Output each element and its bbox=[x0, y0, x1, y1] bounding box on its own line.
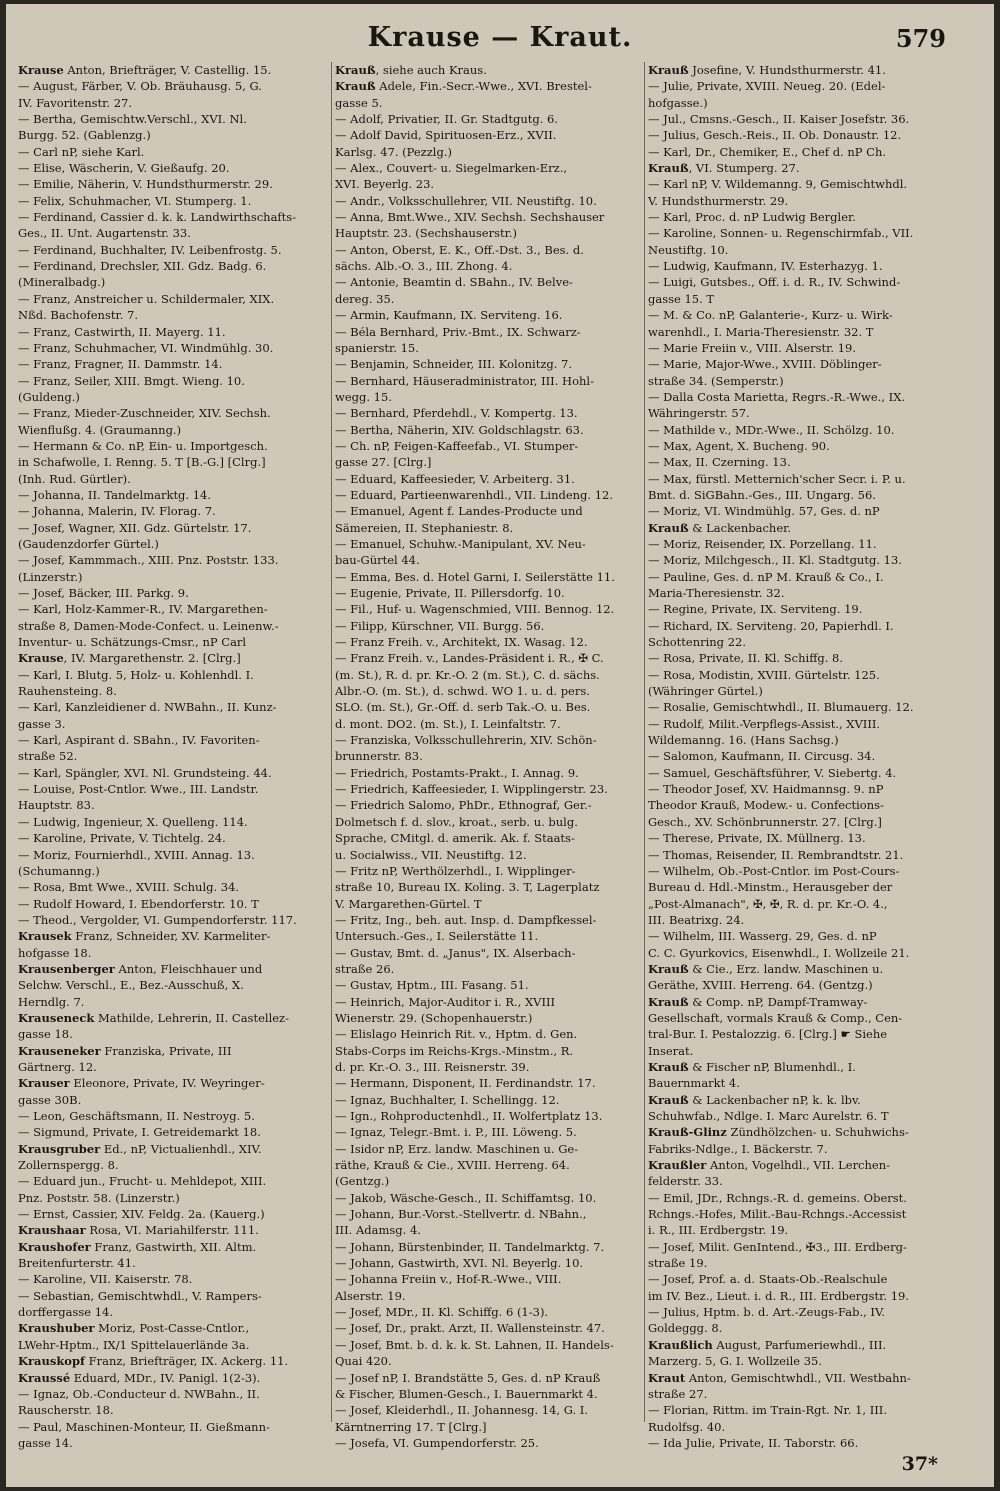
directory-line: Breitenfurterstr. 41. bbox=[18, 1256, 136, 1271]
directory-line: Quai 420. bbox=[335, 1354, 392, 1369]
directory-line: gasse 5. bbox=[335, 95, 383, 110]
directory-line: — Franz, Mieder-Zuschneider, XIV. Sechsh. bbox=[18, 406, 271, 421]
directory-line: Krausek Franz, Schneider, XV. Karmeliter- bbox=[18, 929, 271, 944]
directory-line: — Sigmund, Private, I. Getreidemarkt 18. bbox=[18, 1125, 261, 1140]
directory-line: Karlsg. 47. (Pezzlg.) bbox=[335, 144, 452, 159]
directory-line: — Benjamin, Schneider, III. Kolonitzg. 7. bbox=[335, 357, 573, 372]
directory-line: — Karl, Holz-Kammer-R., IV. Margarethen- bbox=[18, 602, 268, 617]
directory-line: Maria-Theresienstr. 32. bbox=[648, 586, 785, 600]
directory-line: — Eduard jun., Frucht- u. Mehldepot, XIII. bbox=[18, 1174, 267, 1189]
directory-line: — August, Färber, V. Ob. Bräuhausg. 5, G. bbox=[18, 79, 262, 94]
directory-line: felderstr. 33. bbox=[648, 1174, 723, 1189]
page-header bbox=[6, 22, 994, 62]
directory-line: Gesellschaft, vormals Krauß & Comp., Cen- bbox=[648, 1010, 903, 1025]
directory-line: — Fritz, Ing., beh. aut. Insp. d. Dampfkessel- bbox=[335, 912, 597, 927]
directory-line: sächs. Alb.-O. 3., III. Zhong. 4. bbox=[335, 259, 513, 274]
directory-line: straße 52. bbox=[18, 749, 78, 764]
directory-line: — Emanuel, Agent f. Landes-Producte und bbox=[335, 504, 583, 519]
directory-line: — Karoline, Sonnen- u. Regenschirmfab., VII. bbox=[648, 226, 914, 241]
directory-line: (Gentzg.) bbox=[335, 1174, 390, 1189]
directory-line: Wienflußg. 4. (Graumanng.) bbox=[18, 422, 182, 437]
directory-line: — Karl, Aspirant d. SBahn., IV. Favoriten- bbox=[18, 733, 260, 748]
directory-columns bbox=[18, 62, 958, 1450]
directory-line: im IV. Bez., Lieut. i. d. R., III. Erdbergstr. 19. bbox=[648, 1288, 909, 1303]
directory-line: — Anton, Oberst, E. K., Off.-Dst. 3., Bes. d. bbox=[335, 242, 584, 257]
directory-line: (Linzerstr.) bbox=[18, 569, 83, 584]
directory-line: — Franz, Castwirth, II. Mayerg. 11. bbox=[18, 324, 226, 339]
directory-line: Hauptstr. 23. (Sechshauserstr.) bbox=[335, 226, 517, 241]
directory-line: — Ignaz, Telegr.-Bmt. i. P., III. Löweng. 5. bbox=[335, 1125, 577, 1140]
directory-line: — Rudolf, Milit.-Verpflegs-Assist., XVIII. bbox=[648, 716, 881, 731]
directory-line: — Filipp, Kürschner, VII. Burgg. 56. bbox=[335, 618, 545, 633]
directory-line: — Rudolf Howard, I. Ebendorferstr. 10. T bbox=[18, 896, 259, 911]
directory-line: — Josef, Kleiderhdl., II. Johannesg. 14, G. I. bbox=[335, 1403, 588, 1418]
directory-line: — Karl nP, V. Wildemanng. 9, Gemischtwhdl. bbox=[648, 177, 908, 192]
directory-line: Sämereien, II. Stephaniestr. 8. bbox=[335, 520, 514, 535]
directory-line: — Josef, MDr., II. Kl. Schiffg. 6 (1-3). bbox=[335, 1305, 549, 1320]
directory-line: Krauser Eleonore, Private, IV. Weyringer- bbox=[18, 1076, 265, 1091]
column-left bbox=[18, 62, 331, 1450]
directory-line: Krauß Adele, Fin.-Secr.-Wwe., XVI. Brestel- bbox=[335, 79, 592, 94]
directory-line: — Theod., Vergolder, VI. Gumpendorferstr. 117. bbox=[18, 912, 297, 927]
directory-line: — Eduard, Kaffeesieder, V. Arbeiterg. 31. bbox=[335, 471, 575, 486]
directory-line: — Rosa, Modistin, XVIII. Gürtelstr. 125. bbox=[648, 667, 880, 682]
directory-line: — Rosalie, Gemischtwhdl., II. Blumauerg. 12. bbox=[648, 700, 914, 715]
directory-line: Kraußlich August, Parfumeriewhdl., III. bbox=[648, 1337, 887, 1352]
directory-line: — Felix, Schuhmacher, VI. Stumperg. 1. bbox=[18, 193, 252, 208]
directory-line: straße 8, Damen-Mode-Confect. u. Leinenw.- bbox=[18, 618, 279, 633]
directory-line: gasse 3. bbox=[18, 716, 66, 731]
directory-line: — Josef, Dr., prakt. Arzt, II. Wallensteinstr. 47. bbox=[335, 1321, 605, 1336]
directory-line: C. C. Gyurkovics, Eisenwhdl., I. Wollzeile 21. bbox=[648, 945, 910, 960]
directory-line: — Louise, Post-Cntlor. Wwe., III. Landstr. bbox=[18, 782, 259, 797]
directory-line: V. Hundsthurmerstr. 29. bbox=[648, 193, 789, 208]
directory-line: — Armin, Kaufmann, IX. Serviteng. 16. bbox=[335, 308, 563, 323]
directory-line: — Moriz, Fournierhdl., XVIII. Annag. 13. bbox=[18, 847, 255, 862]
directory-line: — Emanuel, Schuhw.-Manipulant, XV. Neu- bbox=[335, 536, 586, 551]
directory-line: Währingerstr. 57. bbox=[648, 406, 750, 421]
directory-line: — Theodor Josef, XV. Haidmannsg. 9. nP bbox=[648, 782, 884, 797]
directory-line: Herndlg. 7. bbox=[18, 994, 85, 1009]
directory-line: — Marie Freiin v., VIII. Alserstr. 19. bbox=[648, 340, 857, 355]
directory-line: straße 10, Bureau IX. Koling. 3. T, Lagerplatz bbox=[335, 880, 600, 895]
directory-line: — Josef, Bmt. b. d. k. k. St. Lahnen, II. Handels- bbox=[335, 1337, 614, 1352]
directory-line: — Max, II. Czerning. 13. bbox=[648, 455, 791, 470]
directory-line: Marzerg. 5, G. I. Wollzeile 35. bbox=[648, 1354, 823, 1369]
directory-line: Schottenring 22. bbox=[648, 635, 746, 650]
directory-line: — Johann, Bürstenbinder, II. Tandelmarktg. 7. bbox=[335, 1239, 605, 1254]
directory-line: — M. & Co. nP, Galanterie-, Kurz- u. Wirk- bbox=[648, 308, 893, 323]
directory-line: — Josef, Bäcker, III. Parkg. 9. bbox=[18, 586, 189, 600]
directory-line: u. Socialwiss., VII. Neustiftg. 12. bbox=[335, 847, 527, 862]
directory-line: Rchngs.-Hofes, Milit.-Bau-Rchngs.-Accessist bbox=[648, 1207, 907, 1222]
directory-line: Kärntnerring 17. T [Clrg.] bbox=[335, 1419, 487, 1434]
directory-line: d. pr. Kr.-O. 3., III. Reisnerstr. 39. bbox=[335, 1059, 530, 1074]
directory-line: — Friedrich, Kaffeesieder, I. Wipplingerstr. 23. bbox=[335, 782, 608, 797]
directory-line: Bureau d. Hdl.-Minstm., Herausgeber der bbox=[648, 880, 893, 895]
page-title: Krause — Kraut. bbox=[367, 22, 633, 53]
directory-line: & Fischer, Blumen-Gesch., I. Bauernmarkt 4. bbox=[335, 1386, 598, 1401]
directory-line: — Karoline, VII. Kaiserstr. 78. bbox=[18, 1272, 193, 1287]
directory-line: Zollernspergg. 8. bbox=[18, 1158, 119, 1173]
directory-line: — Ludwig, Kaufmann, IV. Esterhazyg. 1. bbox=[648, 259, 883, 274]
directory-line: Krauseneck Mathilde, Lehrerin, II. Castellez- bbox=[18, 1010, 289, 1025]
directory-line: Wildemanng. 16. (Hans Sachsg.) bbox=[648, 733, 839, 748]
directory-line: — Franz, Seiler, XIII. Bmgt. Wieng. 10. bbox=[18, 373, 245, 388]
directory-line: gasse 27. [Clrg.] bbox=[335, 455, 432, 470]
directory-line: — Gustav, Bmt. d. „Janus", IX. Alserbach- bbox=[335, 945, 576, 960]
directory-line: — Hermann & Co. nP, Ein- u. Importgesch. bbox=[18, 438, 268, 453]
directory-line: — Adolf, Privatier, II. Gr. Stadtgutg. 6. bbox=[335, 112, 558, 127]
directory-line: — Antonie, Beamtin d. SBahn., IV. Belve- bbox=[335, 275, 573, 290]
directory-line: — Johann, Bur.-Vorst.-Stellvertr. d. NBahn., bbox=[335, 1207, 587, 1222]
directory-line: Sprache, CMitgl. d. amerik. Ak. f. Staats- bbox=[335, 831, 575, 846]
directory-line: dorffergasse 14. bbox=[18, 1305, 114, 1320]
directory-line: (Währinger Gürtel.) bbox=[648, 684, 763, 699]
directory-line: Krauß & Cie., Erz. landw. Maschinen u. bbox=[648, 961, 884, 976]
directory-line: — Jul., Cmsns.-Gesch., II. Kaiser Josefstr. 36. bbox=[648, 112, 910, 127]
directory-line: — Franz Freih. v., Architekt, IX. Wasag. 12. bbox=[335, 635, 588, 650]
directory-line: — Josefa, VI. Gumpendorferstr. 25. bbox=[335, 1435, 539, 1450]
sheet-signature: 37* bbox=[901, 1453, 938, 1475]
directory-line: Stabs-Corps im Reichs-Krgs.-Minstm., R. bbox=[335, 1043, 574, 1058]
directory-line: Kraussé Eduard, MDr., IV. Panigl. 1(2-3). bbox=[18, 1370, 261, 1385]
directory-line: — Josef, Kammmach., XIII. Pnz. Poststr. 133. bbox=[18, 553, 279, 568]
directory-line: Krauß & Comp. nP, Dampf-Tramway- bbox=[648, 994, 868, 1009]
directory-line: spanierstr. 15. bbox=[335, 340, 419, 355]
directory-line: Krauß & Lackenbacher. bbox=[648, 520, 792, 535]
directory-line: — Paul, Maschinen-Monteur, II. Gießmann- bbox=[18, 1419, 270, 1434]
directory-line: — Hermann, Disponent, II. Ferdinandstr. 17. bbox=[335, 1076, 596, 1091]
directory-line: — Ernst, Cassier, XIV. Feldg. 2a. (Kauerg.) bbox=[18, 1207, 265, 1222]
directory-line: — Carl nP, siehe Karl. bbox=[18, 144, 145, 159]
directory-line: — Franz, Schuhmacher, VI. Windmühlg. 30. bbox=[18, 340, 274, 355]
directory-line: — Regine, Private, IX. Serviteng. 19. bbox=[648, 602, 863, 617]
directory-line: — Rosa, Private, II. Kl. Schiffg. 8. bbox=[648, 651, 844, 666]
directory-line: — Emil, JDr., Rchngs.-R. d. gemeins. Oberst. bbox=[648, 1190, 907, 1205]
directory-line: Kraushuber Moriz, Post-Casse-Cntlor., bbox=[18, 1321, 250, 1336]
directory-line: — Johanna, II. Tandelmarktg. 14. bbox=[18, 487, 212, 502]
directory-line: — Anna, Bmt.Wwe., XIV. Sechsh. Sechshauser bbox=[335, 210, 605, 225]
directory-line: straße 19. bbox=[648, 1256, 708, 1271]
directory-line: — Emma, Bes. d. Hotel Garni, I. Seilerstätte 11. bbox=[335, 569, 615, 584]
directory-line: — Max, fürstl. Metternich'scher Secr. i. P. u. bbox=[648, 471, 906, 486]
directory-page bbox=[6, 4, 994, 1487]
directory-line: — Heinrich, Major-Auditor i. R., XVIII bbox=[335, 994, 556, 1009]
directory-line: — Karl, Kanzleidiener d. NWBahn., II. Kunz- bbox=[18, 700, 277, 715]
directory-line: — Moriz, Reisender, IX. Porzellang. 11. bbox=[648, 536, 877, 551]
directory-line: Krauß-Glinz Zündhölzchen- u. Schuhwichs- bbox=[648, 1125, 909, 1140]
directory-line: — Eugenie, Private, II. Pillersdorfg. 10. bbox=[335, 586, 565, 600]
directory-line: LWehr-Hptm., IX/1 Spittelauerlände 3a. bbox=[18, 1337, 250, 1352]
directory-line: Krause, IV. Margarethenstr. 2. [Clrg.] bbox=[18, 651, 241, 666]
directory-line: brunnerstr. 83. bbox=[335, 749, 423, 764]
directory-line: — Ida Julie, Private, II. Taborstr. 66. bbox=[648, 1435, 859, 1450]
directory-line: — Moriz, VI. Windmühlg. 57, Ges. d. nP bbox=[648, 504, 880, 519]
directory-line: — Florian, Rittm. im Train-Rgt. Nr. 1, III. bbox=[648, 1403, 887, 1418]
directory-line: — Bertha, Gemischtw.Verschl., XVI. Nl. bbox=[18, 112, 247, 127]
page-number: 579 bbox=[895, 24, 946, 53]
directory-line: — Johann, Gastwirth, XVI. Nl. Beyerlg. 10. bbox=[335, 1256, 584, 1271]
directory-line: Kraut Anton, Gemischtwhdl., VII. Westbahn- bbox=[648, 1370, 911, 1385]
directory-line: Wienerstr. 29. (Schopenhauerstr.) bbox=[335, 1010, 533, 1025]
directory-line: Krauseneker Franziska, Private, III bbox=[18, 1043, 232, 1058]
directory-line: räthe, Krauß & Cie., XVIII. Herreng. 64. bbox=[335, 1158, 570, 1173]
directory-line: gasse 15. T bbox=[648, 291, 715, 306]
directory-line: straße 34. (Semperstr.) bbox=[648, 373, 784, 388]
directory-line: Rudolfsg. 40. bbox=[648, 1419, 726, 1434]
directory-line: i. R., III. Erdbergstr. 19. bbox=[648, 1223, 789, 1238]
directory-line: — Karl, Dr., Chemiker, E., Chef d. nP Ch. bbox=[648, 144, 887, 159]
directory-line: hofgasse 18. bbox=[18, 945, 92, 960]
directory-line: Bmt. d. SiGBahn.-Ges., III. Ungarg. 56. bbox=[648, 487, 876, 502]
directory-line: XVI. Beyerlg. 23. bbox=[335, 177, 435, 192]
directory-line: — Richard, IX. Serviteng. 20, Papierhdl. I. bbox=[648, 618, 894, 633]
directory-line: Kraushofer Franz, Gastwirth, XII. Altm. bbox=[18, 1239, 257, 1254]
directory-line: Dolmetsch f. d. slov., kroat., serb. u. bulg. bbox=[335, 814, 578, 829]
directory-line: hofgasse.) bbox=[648, 95, 708, 110]
directory-line: Hauptstr. 83. bbox=[18, 798, 95, 813]
directory-line: — Jakob, Wäsche-Gesch., II. Schiffamtsg. 10. bbox=[335, 1190, 597, 1205]
directory-line: (Schumanng.) bbox=[18, 863, 100, 878]
directory-line: Krauß Josefine, V. Hundsthurmerstr. 41. bbox=[648, 63, 886, 77]
directory-line: gasse 30B. bbox=[18, 1092, 82, 1107]
directory-line: Bauernmarkt 4. bbox=[648, 1076, 740, 1091]
directory-line: — Karl, Spängler, XVI. Nl. Grundsteing. 44. bbox=[18, 765, 272, 780]
directory-line: — Franz Freih. v., Landes-Präsident i. R., ✠ C. bbox=[335, 651, 604, 666]
directory-line: Gesch., XV. Schönbrunnerstr. 27. [Clrg.] bbox=[648, 814, 882, 829]
directory-line: Kraußler Anton, Vogelhdl., VII. Lerchen- bbox=[648, 1158, 891, 1173]
directory-line: — Julius, Hptm. b. d. Art.-Zeugs-Fab., IV. bbox=[648, 1305, 885, 1320]
directory-line: d. mont. DO2. (m. St.), I. Leinfaltstr. 7. bbox=[335, 716, 561, 731]
directory-line: — Isidor nP, Erz. landw. Maschinen u. Ge- bbox=[335, 1141, 579, 1156]
directory-line: Rauscherstr. 18. bbox=[18, 1403, 114, 1418]
directory-line: — Dalla Costa Marietta, Regrs.-R.-Wwe., IX. bbox=[648, 389, 906, 404]
directory-line: Goldeggg. 8. bbox=[648, 1321, 723, 1336]
directory-line: — Ferdinand, Drechsler, XII. Gdz. Badg. 6. bbox=[18, 259, 267, 274]
directory-line: — Luigi, Gutsbes., Off. i. d. R., IV. Schwind- bbox=[648, 275, 901, 290]
directory-line: Schuhwfab., Ndlge. I. Marc Aurelstr. 6. T bbox=[648, 1109, 889, 1123]
directory-line: Krauß, siehe auch Kraus. bbox=[335, 63, 487, 77]
directory-line: Neustiftg. 10. bbox=[648, 242, 729, 257]
directory-line: — Ignaz, Ob.-Conducteur d. NWBahn., II. bbox=[18, 1386, 260, 1401]
directory-line: — Josef, Prof. a. d. Staats-Ob.-Realschule bbox=[648, 1272, 888, 1287]
directory-line: (Guldeng.) bbox=[18, 389, 80, 404]
directory-line: — Fil., Huf- u. Wagenschmied, VIII. Bennog. 12. bbox=[335, 602, 615, 617]
directory-line: — Elislago Heinrich Rit. v., Hptm. d. Gen. bbox=[335, 1027, 578, 1042]
directory-line: (Inh. Rud. Gürtler). bbox=[18, 471, 131, 486]
directory-line: — Ferdinand, Cassier d. k. k. Landwirthschafts- bbox=[18, 210, 297, 225]
directory-line: — Julie, Private, XVIII. Neueg. 20. (Edel- bbox=[648, 79, 886, 94]
directory-line: in Schafwolle, I. Renng. 5. T [B.-G.] [Clrg.] bbox=[18, 455, 266, 470]
directory-line: — Franz, Anstreicher u. Schildermaler, XIX. bbox=[18, 291, 275, 306]
directory-line: — Johanna Freiin v., Hof-R.-Wwe., VIII. bbox=[335, 1272, 562, 1287]
directory-line: — Josef, Wagner, XII. Gdz. Gürtelstr. 17. bbox=[18, 520, 252, 535]
directory-line: — Salomon, Kaufmann, II. Circusg. 34. bbox=[648, 749, 876, 764]
directory-line: — Béla Bernhard, Priv.-Bmt., IX. Schwarz- bbox=[335, 324, 581, 339]
directory-line: Fabriks-Ndlge., I. Bäckerstr. 7. bbox=[648, 1141, 828, 1156]
directory-line: (m. St.), R. d. pr. Kr.-O. 2 (m. St.), C. d. sächs. bbox=[335, 667, 600, 682]
directory-line: — Leon, Geschäftsmann, II. Nestroyg. 5. bbox=[18, 1109, 255, 1123]
directory-line: — Alex., Couvert- u. Siegelmarken-Erz., bbox=[335, 161, 567, 176]
directory-line: Ges., II. Unt. Augartenstr. 33. bbox=[18, 226, 191, 241]
directory-line: IV. Favoritenstr. 27. bbox=[18, 95, 132, 110]
directory-line: — Andr., Volksschullehrer, VII. Neustiftg. 10. bbox=[335, 193, 597, 208]
directory-line: dereg. 35. bbox=[335, 291, 395, 306]
directory-line: Inventur- u. Schätzungs-Cmsr., nP Carl bbox=[18, 635, 247, 650]
directory-line: Rauhensteing. 8. bbox=[18, 684, 117, 699]
directory-line: Untersuch.-Ges., I. Seilerstätte 11. bbox=[335, 929, 539, 944]
directory-line: — Marie, Major-Wwe., XVIII. Döblinger- bbox=[648, 357, 882, 372]
directory-line: — Pauline, Ges. d. nP M. Krauß & Co., I. bbox=[648, 569, 884, 584]
directory-line: Selchw. Verschl., E., Bez.-Ausschuß, X. bbox=[18, 978, 244, 993]
column-middle bbox=[331, 62, 644, 1450]
directory-line: Krausenberger Anton, Fleischhauer und bbox=[18, 961, 263, 976]
directory-line: Krause Anton, Briefträger, V. Castellig. 15. bbox=[18, 63, 272, 77]
directory-line: — Karl, Proc. d. nP Ludwig Bergler. bbox=[648, 210, 856, 225]
directory-line: — Moriz, Milchgesch., II. Kl. Stadtgutg. 13. bbox=[648, 553, 902, 568]
column-right bbox=[644, 62, 957, 1450]
directory-line: — Ign., Rohproductenhdl., II. Wolfertplatz 13. bbox=[335, 1109, 603, 1123]
directory-line: — Ferdinand, Buchhalter, IV. Leibenfrostg. 5. bbox=[18, 242, 282, 257]
directory-line: — Samuel, Geschäftsführer, V. Siebertg. 4. bbox=[648, 765, 897, 780]
directory-line: — Bernhard, Häuseradministrator, III. Hohl- bbox=[335, 373, 594, 388]
directory-line: straße 27. bbox=[648, 1386, 708, 1401]
directory-line: Albr.-O. (m. St.), d. schwd. WO 1. u. d. pers. bbox=[335, 684, 590, 699]
directory-line: Alserstr. 19. bbox=[335, 1288, 406, 1303]
directory-line: — Max, Agent, X. Bucheng. 90. bbox=[648, 438, 830, 453]
directory-line: straße 26. bbox=[335, 961, 395, 976]
directory-line: — Karl, I. Blutg. 5, Holz- u. Kohlenhdl. I. bbox=[18, 667, 254, 682]
directory-line: Krauß & Lackenbacher nP, k. k. lbv. bbox=[648, 1092, 861, 1107]
directory-line: III. Adamsg. 4. bbox=[335, 1223, 421, 1238]
directory-line: Krausgruber Ed., nP, Victualienhdl., XIV. bbox=[18, 1141, 262, 1156]
directory-line: — Ch. nP, Feigen-Kaffeefab., VI. Stumper- bbox=[335, 438, 579, 453]
directory-line: (Gaudenzdorfer Gürtel.) bbox=[18, 536, 159, 551]
directory-line: — Friedrich Salomo, PhDr., Ethnograf, Ger.- bbox=[335, 798, 592, 813]
directory-line: Geräthe, XVIII. Herreng. 64. (Gentzg.) bbox=[648, 978, 873, 993]
directory-line: bau-Gürtel 44. bbox=[335, 553, 420, 568]
directory-line: Krauskopf Franz, Briefträger, IX. Ackerg. 11. bbox=[18, 1354, 289, 1369]
directory-line: Theodor Krauß, Modew.- u. Confections- bbox=[648, 798, 884, 813]
directory-line: — Franz, Fragner, II. Dammstr. 14. bbox=[18, 357, 223, 372]
directory-line: V. Margarethen-Gürtel. T bbox=[335, 896, 482, 911]
directory-line: gasse 14. bbox=[18, 1435, 73, 1450]
directory-line: SLO. (m. St.), Gr.-Off. d. serb Tak.-O. u. Bes. bbox=[335, 700, 591, 715]
directory-line: — Sebastian, Gemischtwhdl., V. Rampers- bbox=[18, 1288, 262, 1303]
directory-line: tral-Bur. I. Pestalozzig. 6. [Clrg.] ☛ Siehe bbox=[648, 1027, 888, 1042]
directory-line: Krauß & Fischer nP, Blumenhdl., I. bbox=[648, 1059, 856, 1074]
directory-line: III. Beatrixg. 24. bbox=[648, 912, 745, 927]
directory-line: Inserat. bbox=[648, 1043, 694, 1058]
directory-line: — Rosa, Bmt Wwe., XVIII. Schulg. 34. bbox=[18, 880, 240, 895]
directory-line: (Mineralbadg.) bbox=[18, 275, 106, 290]
directory-line: — Josef, Milit. GenIntend., ✠3., III. Erdberg- bbox=[648, 1239, 907, 1254]
directory-line: — Gustav, Hptm., III. Fasang. 51. bbox=[335, 978, 529, 993]
directory-line: Kraushaar Rosa, VI. Mariahilferstr. 111. bbox=[18, 1223, 259, 1238]
directory-line: „Post-Almanach", ✠, ✠, R. d. pr. Kr.-O. 4., bbox=[648, 896, 888, 911]
directory-line: — Fritz nP, Werthölzerhdl., I. Wipplinger- bbox=[335, 863, 576, 878]
directory-line: warenhdl., I. Maria-Theresienstr. 32. T bbox=[648, 324, 874, 339]
directory-line: Nßd. Bachofenstr. 7. bbox=[18, 308, 139, 323]
directory-line: — Elise, Wäscherin, V. Gießaufg. 20. bbox=[18, 161, 230, 176]
directory-line: — Franziska, Volksschullehrerin, XIV. Schön- bbox=[335, 733, 597, 748]
directory-line: Krauß, VI. Stumperg. 27. bbox=[648, 161, 800, 176]
directory-line: — Karoline, Private, V. Tichtelg. 24. bbox=[18, 831, 226, 846]
directory-line: — Wilhelm, III. Wasserg. 29, Ges. d. nP bbox=[648, 929, 877, 944]
directory-line: — Josef nP, I. Brandstätte 5, Ges. d. nP Krauß bbox=[335, 1370, 601, 1385]
directory-line: — Bernhard, Pferdehdl., V. Kompertg. 13. bbox=[335, 406, 578, 421]
directory-line: — Therese, Private, IX. Müllnerg. 13. bbox=[648, 831, 866, 846]
directory-line: Pnz. Poststr. 58. (Linzerstr.) bbox=[18, 1190, 180, 1205]
directory-line: gasse 18. bbox=[18, 1027, 73, 1042]
directory-line: — Ludwig, Ingenieur, X. Quelleng. 114. bbox=[18, 814, 248, 829]
directory-line: — Ignaz, Buchhalter, I. Schellingg. 12. bbox=[335, 1092, 560, 1107]
directory-line: Gärtnerg. 12. bbox=[18, 1059, 97, 1074]
directory-line: — Johanna, Malerin, IV. Florag. 7. bbox=[18, 504, 216, 519]
directory-line: — Bertha, Näherin, XIV. Goldschlagstr. 63. bbox=[335, 422, 584, 437]
directory-line: — Wilhelm, Ob.-Post-Cntlor. im Post-Cours- bbox=[648, 863, 900, 878]
directory-line: wegg. 15. bbox=[335, 389, 392, 404]
directory-line: — Eduard, Partieenwarenhdl., VII. Lindeng. 12. bbox=[335, 487, 614, 502]
directory-line: — Thomas, Reisender, II. Rembrandtstr. 21. bbox=[648, 847, 904, 862]
directory-line: — Julius, Gesch.-Reis., II. Ob. Donaustr. 12. bbox=[648, 128, 902, 143]
directory-line: — Friedrich, Postamts-Prakt., I. Annag. 9. bbox=[335, 765, 579, 780]
directory-line: Burgg. 52. (Gablenzg.) bbox=[18, 128, 151, 143]
directory-line: — Mathilde v., MDr.-Wwe., II. Schölzg. 10. bbox=[648, 422, 895, 437]
directory-line: — Emilie, Näherin, V. Hundsthurmerstr. 29. bbox=[18, 177, 273, 192]
directory-line: — Adolf David, Spirituosen-Erz., XVII. bbox=[335, 128, 557, 143]
